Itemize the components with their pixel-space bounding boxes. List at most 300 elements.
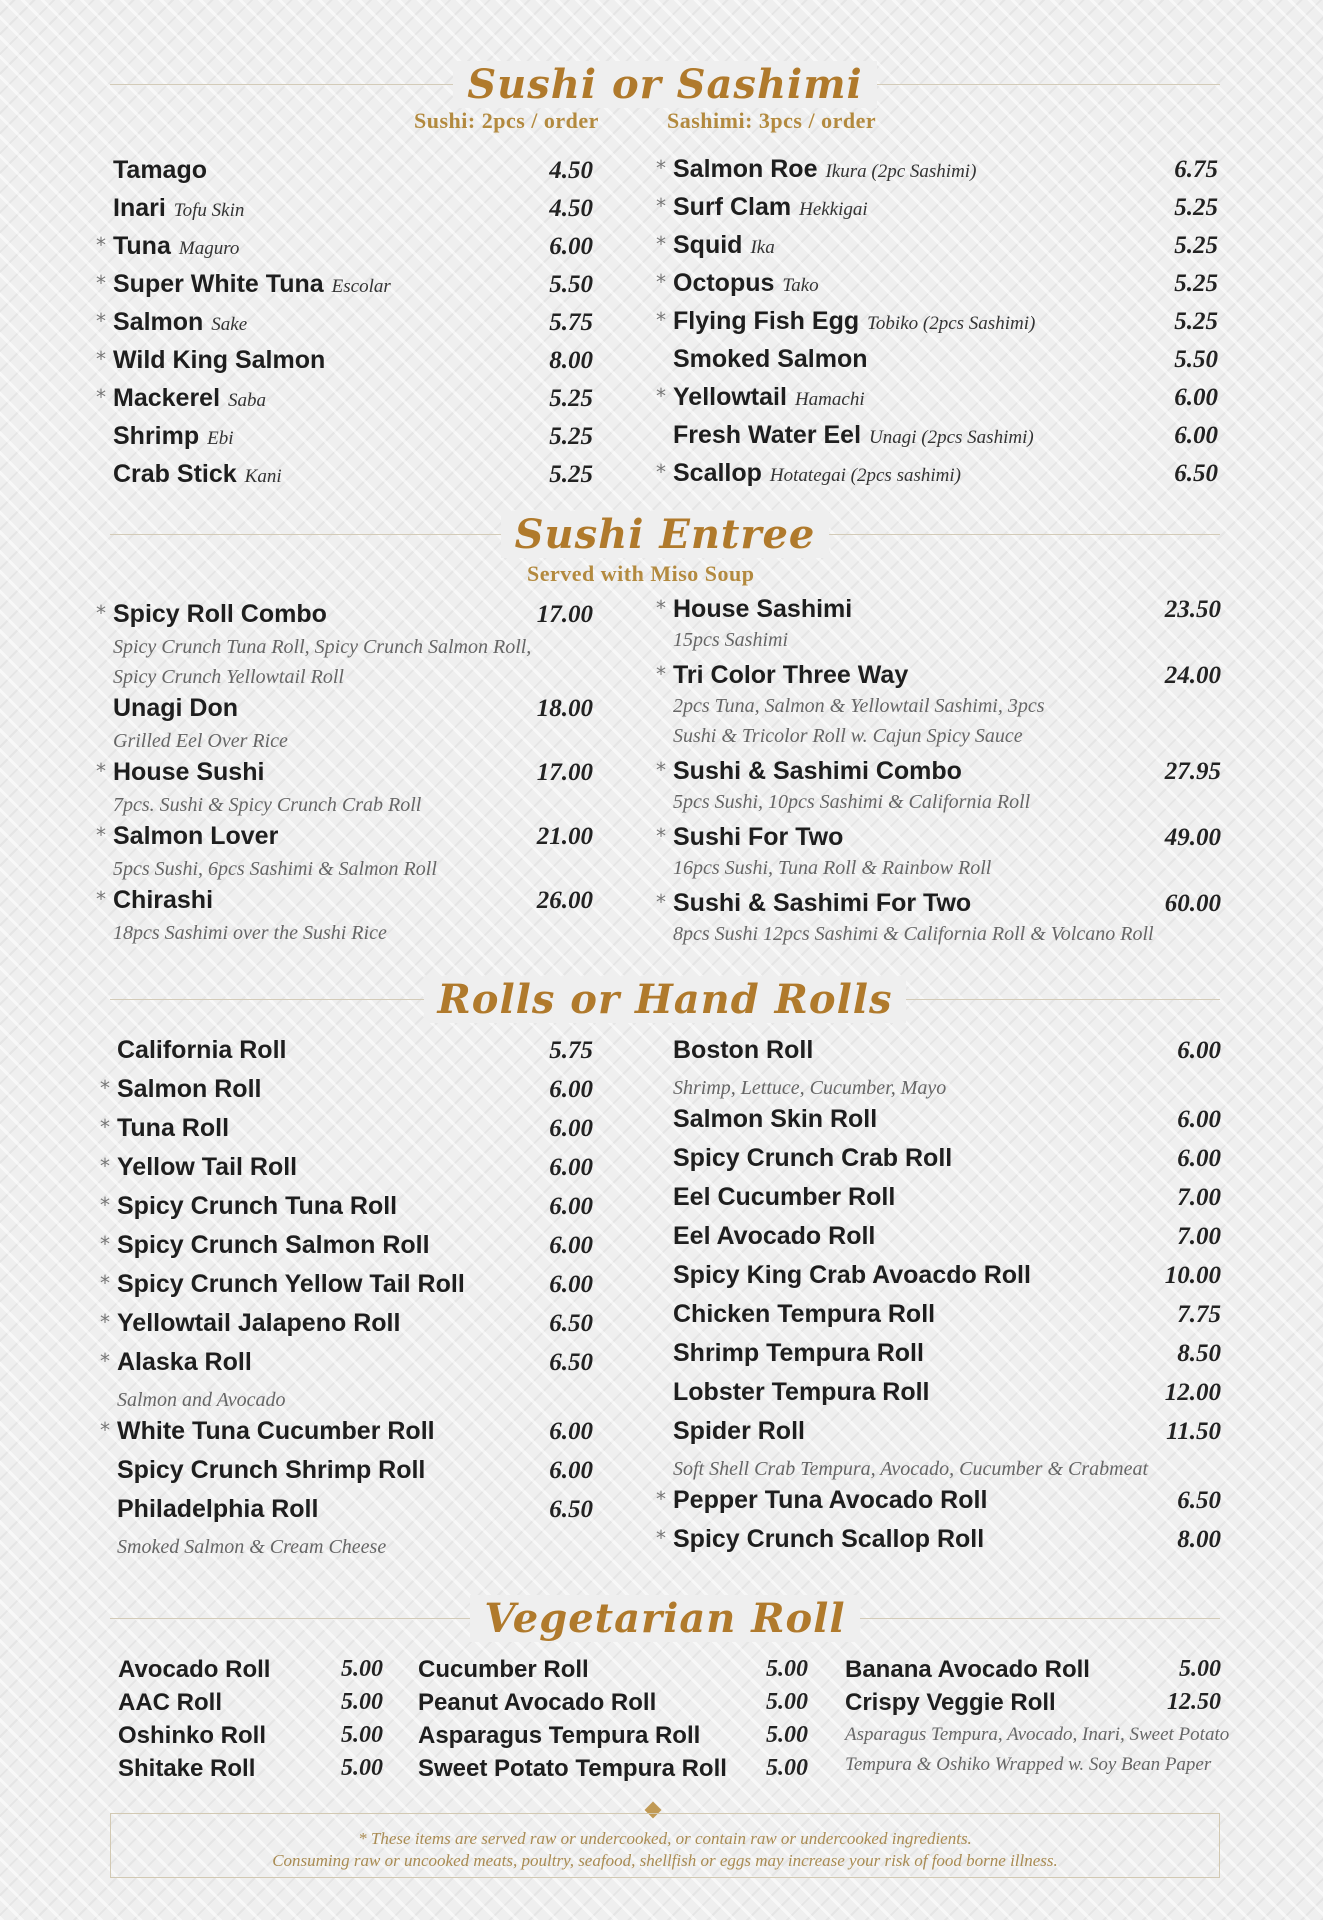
item-price: 6.00 (1177, 1037, 1221, 1064)
veg-item-row (418, 1656, 808, 1689)
rolls-section-title: Rolls or Hand Rolls (424, 976, 907, 1023)
menu-item (100, 1229, 593, 1268)
menu-item-row (656, 821, 1221, 853)
item-name-text: Inari (113, 194, 166, 222)
item-price: 5.25 (549, 461, 593, 488)
item-name (673, 659, 908, 691)
menu-item-row (673, 1034, 1221, 1073)
item-description: 2pcs Tuna, Salmon & Yellowtail Sashimi, 3pcs (673, 695, 1045, 717)
veg-item-name: Shitake Roll (118, 1755, 256, 1782)
raw-item-asterisk: * (100, 1271, 110, 1295)
item-name (673, 419, 1034, 454)
menu-item (113, 192, 593, 230)
menu-item-row (656, 659, 1221, 691)
item-name-text: Alaska Roll (117, 1348, 252, 1376)
item-name (673, 305, 1035, 340)
menu-item (673, 1181, 1221, 1220)
item-price: 7.00 (1177, 1223, 1221, 1250)
menu-item (673, 1337, 1221, 1376)
item-japanese-name: Tobiko (2pcs Sashimi) (867, 313, 1036, 334)
sushi-left-column (96, 154, 593, 496)
item-price: 5.50 (1174, 346, 1218, 373)
item-name-text: Wild King Salmon (113, 346, 326, 374)
menu-item (656, 821, 1221, 883)
menu-item-row (673, 1220, 1221, 1259)
menu-item (656, 457, 1218, 495)
menu-item-row (96, 382, 593, 420)
item-name (673, 267, 819, 302)
item-name-text: Crab Stick (113, 460, 237, 488)
item-price: 49.00 (1164, 824, 1221, 851)
item-name-text: Sushi For Two (673, 823, 844, 851)
item-price: 26.00 (536, 887, 593, 914)
menu-item-row (100, 1346, 593, 1385)
menu-item-row (96, 756, 593, 790)
menu-item (96, 268, 593, 306)
menu-item (656, 267, 1218, 305)
item-name-text: Pepper Tuna Avocado Roll (673, 1486, 988, 1514)
item-name (673, 1220, 875, 1252)
raw-item-asterisk: * (100, 1310, 110, 1334)
item-name (117, 1493, 318, 1525)
veg-section-title: Vegetarian Roll (470, 1595, 859, 1642)
item-name (673, 1415, 805, 1447)
item-name (117, 1454, 425, 1486)
item-name-text: House Sashimi (673, 595, 853, 623)
item-description: 7pcs. Sushi & Spicy Crunch Crab Roll (113, 794, 422, 816)
raw-item-asterisk: * (96, 271, 106, 295)
item-name-text: Salmon Skin Roll (673, 1105, 878, 1133)
veg-col3-description (845, 1720, 1229, 1780)
menu-item-row (113, 420, 593, 458)
menu-item-row (673, 1103, 1221, 1142)
item-name (673, 1337, 924, 1369)
item-name (673, 191, 868, 226)
item-price: 17.00 (536, 759, 593, 786)
menu-item (656, 887, 1221, 949)
menu-item (96, 382, 593, 420)
menu-item-row (100, 1151, 593, 1190)
raw-item-asterisk: * (96, 887, 106, 911)
menu-item (113, 154, 593, 192)
item-japanese-name: Ikura (2pc Sashimi) (825, 161, 977, 182)
item-name (673, 381, 865, 416)
entree-section-header (110, 510, 1220, 560)
veg-column-3 (845, 1656, 1221, 1722)
item-description: 5pcs Sushi, 6pcs Sashimi & Salmon Roll (113, 858, 437, 880)
menu-item (656, 229, 1218, 267)
item-price: 8.00 (1177, 1526, 1221, 1553)
menu-item (673, 1415, 1221, 1484)
raw-item-asterisk: * (656, 270, 666, 294)
item-name-text: Chicken Tempura Roll (673, 1300, 936, 1328)
entree-section-title: Sushi Entree (501, 511, 830, 558)
veg-item-row (118, 1755, 383, 1788)
raw-item-asterisk: * (656, 308, 666, 332)
item-name (117, 1073, 261, 1105)
menu-item (100, 1112, 593, 1151)
item-price: 23.50 (1164, 596, 1221, 623)
menu-item-row (673, 1259, 1221, 1298)
disclaimer-line-2: Consuming raw or uncooked meats, poultry, seafood, shellfish or eggs may increase your risk of food borne illness. (272, 1851, 1058, 1870)
sashimi-pieces-note: Sashimi: 3pcs / order (667, 108, 877, 133)
menu-item-row (100, 1112, 593, 1151)
menu-item (100, 1307, 593, 1346)
veg-item-row (845, 1689, 1221, 1722)
item-name-text: Salmon Roe (673, 155, 818, 183)
item-name (673, 457, 961, 492)
menu-item-row (656, 593, 1221, 625)
raw-item-asterisk: * (100, 1232, 110, 1256)
item-name-text: Salmon Lover (113, 822, 279, 850)
item-description: 16pcs Sushi, Tuna Roll & Rainbow Roll (673, 857, 992, 879)
veg-item-price: 5.00 (341, 1755, 383, 1781)
raw-item-asterisk: * (96, 759, 106, 783)
item-name-text: Yellow Tail Roll (117, 1153, 298, 1181)
menu-item (673, 1103, 1221, 1142)
veg-item-name: Peanut Avocado Roll (418, 1689, 657, 1716)
menu-item (96, 884, 593, 948)
disclaimer-line-1: * These items are served raw or undercooked, or contain raw or undercooked ingredients. (358, 1829, 972, 1848)
menu-item (656, 191, 1218, 229)
item-japanese-name: Saba (228, 390, 267, 411)
item-price: 5.50 (549, 271, 593, 298)
item-name (113, 230, 239, 265)
item-description: Salmon and Avocado (117, 1389, 286, 1411)
item-name (113, 268, 391, 303)
rolls-right-column (656, 1034, 1221, 1562)
veg-item-name: Sweet Potato Tempura Roll (418, 1755, 727, 1782)
item-name (113, 344, 325, 376)
item-name-text: Salmon (113, 308, 204, 336)
item-price: 6.75 (1174, 156, 1218, 183)
crispy-veggie-desc-line-1: Asparagus Tempura, Avocado, Inari, Sweet Potato (845, 1724, 1230, 1745)
item-name (673, 1142, 952, 1174)
item-description: 18pcs Sashimi over the Sushi Rice (113, 922, 387, 944)
veg-item-name: Crispy Veggie Roll (845, 1689, 1056, 1716)
item-name (117, 1112, 229, 1144)
item-name-text: Flying Fish Egg (673, 307, 860, 335)
veg-item-price: 5.00 (341, 1689, 383, 1715)
item-name-text: Mackerel (113, 384, 221, 412)
item-name (673, 343, 868, 375)
item-name-text: Shrimp (113, 422, 200, 450)
item-name (673, 887, 971, 919)
item-name (673, 1376, 930, 1408)
item-price: 5.75 (549, 1037, 593, 1064)
veg-item-price: 5.00 (766, 1722, 808, 1748)
veg-section-header (110, 1594, 1220, 1644)
menu-item (656, 153, 1218, 191)
item-japanese-name: Escolar (331, 276, 391, 297)
menu-item-row (656, 191, 1218, 229)
item-price: 5.25 (1174, 232, 1218, 259)
item-name-text: Philadelphia Roll (117, 1495, 319, 1523)
veg-item-name: Avocado Roll (118, 1656, 271, 1683)
menu-item-row (656, 1523, 1221, 1562)
item-price: 6.00 (549, 1232, 593, 1259)
item-name (673, 229, 775, 264)
item-name-text: Spicy King Crab Avoacdo Roll (673, 1261, 1031, 1289)
item-name (673, 1523, 984, 1555)
item-name-text: Spicy Crunch Tuna Roll (117, 1192, 398, 1220)
item-name-text: Shrimp Tempura Roll (673, 1339, 924, 1367)
item-japanese-name: Tako (782, 275, 819, 296)
raw-item-asterisk: * (656, 156, 666, 180)
menu-item (100, 1415, 593, 1454)
veg-item-price: 5.00 (341, 1722, 383, 1748)
raw-item-asterisk: * (100, 1193, 110, 1217)
item-price: 10.00 (1164, 1262, 1221, 1289)
veg-item-price: 5.00 (766, 1755, 808, 1781)
menu-item-row (96, 230, 593, 268)
item-name-text: Lobster Tempura Roll (673, 1378, 930, 1406)
item-name (113, 692, 238, 724)
menu-item-row (656, 267, 1218, 305)
raw-item-asterisk: * (100, 1076, 110, 1100)
item-price: 6.50 (549, 1310, 593, 1337)
item-price: 6.00 (549, 1418, 593, 1445)
item-name (673, 1034, 813, 1066)
menu-item (656, 381, 1218, 419)
menu-item-row (673, 1181, 1221, 1220)
item-name (113, 154, 207, 186)
item-price: 6.50 (549, 1349, 593, 1376)
item-japanese-name: Hamachi (794, 389, 865, 410)
item-name (113, 884, 213, 916)
menu-item (96, 820, 593, 884)
menu-item-row (100, 1307, 593, 1346)
raw-item-asterisk: * (656, 1526, 666, 1550)
item-name (117, 1307, 400, 1339)
veg-item-price: 5.00 (1179, 1656, 1221, 1682)
entree-right-column (656, 593, 1221, 953)
menu-item (117, 1034, 593, 1073)
crispy-veggie-desc-line-2: Tempura & Oshiko Wrapped w. Soy Bean Paper (845, 1754, 1212, 1775)
raw-item-asterisk: * (656, 890, 666, 914)
menu-item (673, 1376, 1221, 1415)
entree-subtitle: Served with Miso Soup (527, 561, 755, 586)
menu-item-row (673, 343, 1218, 381)
item-name (117, 1151, 297, 1183)
item-name-text: Spicy Crunch Crab Roll (673, 1144, 953, 1172)
item-name (117, 1034, 286, 1066)
item-name (117, 1190, 397, 1222)
menu-item-row (117, 1034, 593, 1073)
sushi-section-title: Sushi or Sashimi (453, 61, 877, 108)
menu-item (673, 1220, 1221, 1259)
menu-item-row (96, 268, 593, 306)
item-price: 6.00 (549, 1193, 593, 1220)
item-price: 8.00 (549, 347, 593, 374)
raw-item-asterisk: * (96, 233, 106, 257)
item-name-text: Yellowtail Jalapeno Roll (117, 1309, 401, 1337)
item-price: 5.25 (549, 423, 593, 450)
item-name (117, 1415, 435, 1447)
item-japanese-name: Tofu Skin (173, 200, 245, 221)
item-name (117, 1268, 465, 1300)
item-name (673, 593, 852, 625)
menu-item-row (673, 1337, 1221, 1376)
item-price: 5.25 (1174, 194, 1218, 221)
item-name-text: House Sushi (113, 758, 265, 786)
raw-item-asterisk: * (656, 824, 666, 848)
menu-item (113, 420, 593, 458)
item-price: 4.50 (549, 195, 593, 222)
menu-item (673, 343, 1218, 381)
item-name-text: Fresh Water Eel (673, 421, 862, 449)
item-japanese-name: Ebi (207, 428, 234, 449)
menu-item (656, 659, 1221, 751)
item-name-text: Squid (673, 231, 743, 259)
menu-item-row (100, 1229, 593, 1268)
raw-item-asterisk: * (96, 309, 106, 333)
item-description: Spicy Crunch Yellowtail Roll (113, 666, 344, 688)
raw-item-asterisk: * (100, 1349, 110, 1373)
item-price: 6.00 (1174, 384, 1218, 411)
item-name (673, 821, 843, 853)
veg-item-name: Cucumber Roll (418, 1656, 589, 1683)
raw-item-asterisk: * (96, 601, 106, 625)
menu-item (96, 306, 593, 344)
item-japanese-name: Kani (244, 466, 282, 487)
veg-item-row (118, 1722, 383, 1755)
menu-item-row (656, 755, 1221, 787)
menu-item (100, 1268, 593, 1307)
item-japanese-name: Hotategai (2pcs sashimi) (769, 465, 961, 486)
item-name-text: Unagi Don (113, 694, 238, 722)
item-price: 21.00 (536, 823, 593, 850)
item-price: 6.00 (549, 233, 593, 260)
item-name-text: Tuna (113, 232, 171, 260)
item-name (673, 1484, 987, 1516)
menu-item-row (100, 1073, 593, 1112)
raw-item-asterisk: * (656, 194, 666, 218)
menu-item (673, 1142, 1221, 1181)
item-name (117, 1229, 430, 1261)
item-name-text: White Tuna Cucumber Roll (117, 1417, 435, 1445)
item-name-text: California Roll (117, 1036, 287, 1064)
item-name-text: Spicy Roll Combo (113, 600, 327, 628)
menu-item-row (100, 1190, 593, 1229)
raw-item-asterisk: * (100, 1418, 110, 1442)
item-price: 6.50 (1174, 460, 1218, 487)
veg-item-row (418, 1689, 808, 1722)
item-name-text: Octopus (673, 269, 775, 297)
menu-item-row (96, 884, 593, 918)
item-price: 5.75 (549, 309, 593, 336)
item-description: Sushi & Tricolor Roll w. Cajun Spicy Sauce (673, 725, 1023, 747)
menu-item (113, 458, 593, 496)
menu-item-row (117, 1493, 593, 1532)
item-name-text: Yellowtail (673, 383, 787, 411)
menu-item (100, 1073, 593, 1112)
menu-item-row (673, 1298, 1221, 1337)
menu-item-row (96, 306, 593, 344)
menu-item (96, 756, 593, 820)
menu-item (673, 1259, 1221, 1298)
item-price: 6.50 (1177, 1487, 1221, 1514)
menu-item (96, 230, 593, 268)
veg-item-price: 12.50 (1167, 1689, 1221, 1715)
item-name-text: Salmon Roll (117, 1075, 262, 1103)
item-name-text: Smoked Salmon (673, 345, 868, 373)
veg-item-name: Asparagus Tempura Roll (418, 1722, 701, 1749)
item-name (673, 755, 962, 787)
item-name-text: Super White Tuna (113, 270, 324, 298)
item-name (113, 306, 247, 341)
item-name (113, 382, 266, 417)
veg-item-row (418, 1755, 808, 1788)
item-name-text: Boston Roll (673, 1036, 814, 1064)
item-name-text: Sushi & Sashimi For Two (673, 889, 972, 917)
item-price: 8.50 (1177, 1340, 1221, 1367)
menu-item (96, 344, 593, 382)
item-name (117, 1346, 252, 1378)
menu-item-row (656, 381, 1218, 419)
item-price: 5.25 (1174, 270, 1218, 297)
item-price: 7.75 (1177, 1301, 1221, 1328)
veg-column-2 (418, 1656, 808, 1788)
raw-food-disclaimer (110, 1813, 1220, 1878)
sushi-pieces-note: Sushi: 2pcs / order (414, 108, 599, 133)
item-description: Shrimp, Lettuce, Cucumber, Mayo (673, 1077, 947, 1099)
item-japanese-name: Unagi (2pcs Sashimi) (869, 427, 1034, 448)
item-name-text: Spider Roll (673, 1417, 805, 1445)
raw-item-asterisk: * (656, 384, 666, 408)
menu-item (100, 1190, 593, 1229)
item-description: Grilled Eel Over Rice (113, 730, 288, 752)
raw-item-asterisk: * (656, 232, 666, 256)
item-price: 24.00 (1164, 662, 1221, 689)
menu-item (113, 692, 593, 756)
item-description: 5pcs Sushi, 10pcs Sashimi & California Roll (673, 791, 1031, 813)
raw-item-asterisk: * (100, 1154, 110, 1178)
raw-item-asterisk: * (96, 385, 106, 409)
menu-item-row (656, 229, 1218, 267)
menu-item (673, 1298, 1221, 1337)
menu-item-row (113, 192, 593, 230)
item-price: 6.00 (549, 1154, 593, 1181)
rolls-left-column (100, 1034, 593, 1562)
menu-item (117, 1454, 593, 1493)
item-price: 6.00 (549, 1271, 593, 1298)
item-name (673, 1103, 877, 1135)
item-name-text: Spicy Crunch Yellow Tail Roll (117, 1270, 465, 1298)
entree-left-column (96, 598, 593, 948)
item-price: 5.25 (1174, 308, 1218, 335)
item-name-text: Tri Color Three Way (673, 661, 909, 689)
menu-item-row (656, 153, 1218, 191)
item-price: 18.00 (536, 695, 593, 722)
sushi-right-column (656, 153, 1218, 495)
menu-item (656, 1484, 1221, 1523)
item-price: 11.50 (1166, 1418, 1221, 1445)
item-name-text: Chirashi (113, 886, 214, 914)
item-price: 6.50 (549, 1496, 593, 1523)
raw-item-asterisk: * (96, 347, 106, 371)
menu-item (673, 419, 1218, 457)
item-price: 17.00 (536, 601, 593, 628)
item-price: 6.00 (549, 1076, 593, 1103)
menu-item-row (113, 154, 593, 192)
veg-item-price: 5.00 (341, 1656, 383, 1682)
menu-item-row (673, 419, 1218, 457)
veg-item-row (845, 1656, 1221, 1689)
menu-item (117, 1493, 593, 1562)
item-price: 6.00 (1177, 1145, 1221, 1172)
item-name (113, 820, 278, 852)
